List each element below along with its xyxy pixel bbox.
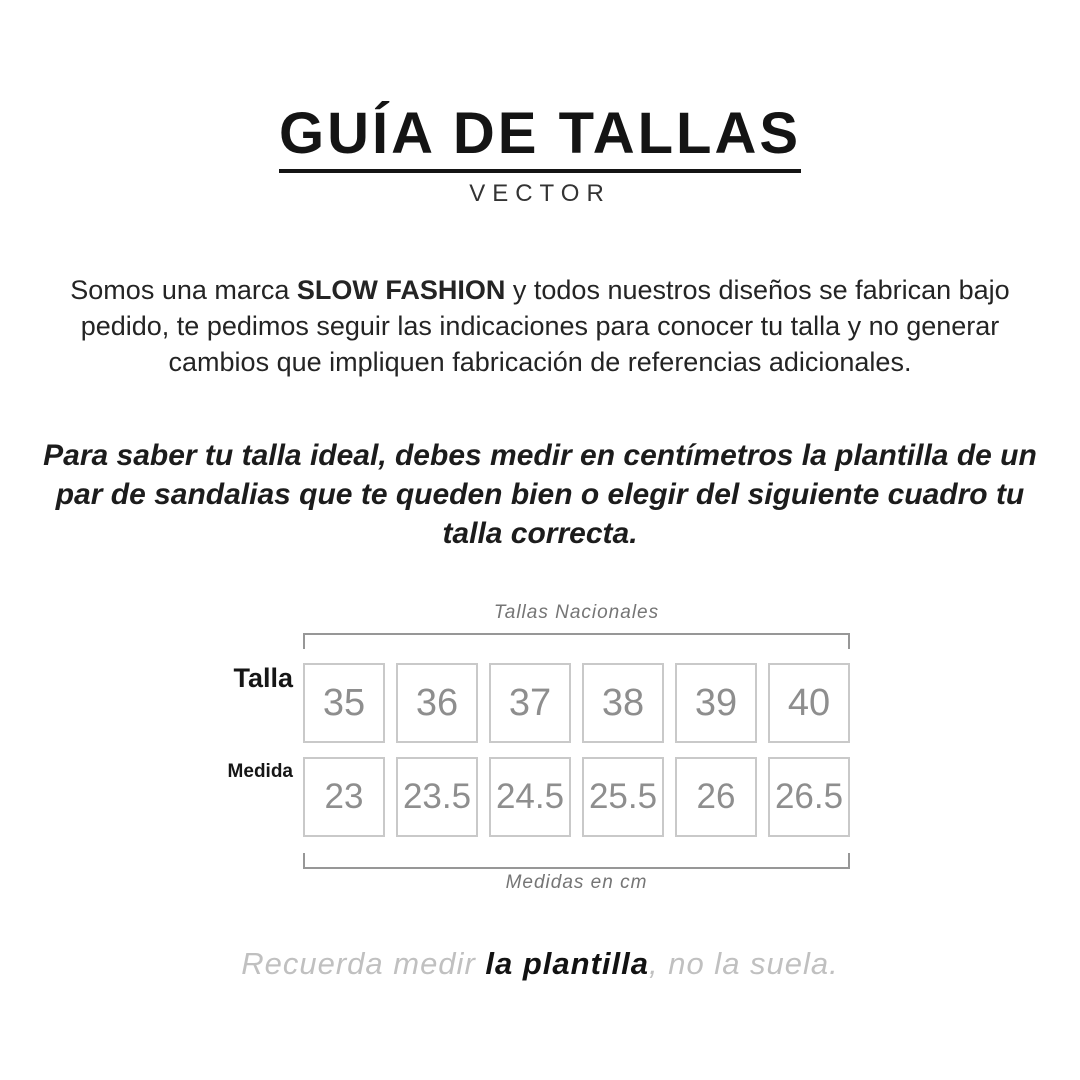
row-label-medida: Medida [227, 761, 293, 782]
page-subtitle: VECTOR [469, 179, 611, 207]
row-label-talla: Talla [233, 663, 293, 693]
talla-row [303, 663, 850, 743]
bottom-bracket [303, 853, 850, 869]
instructions-paragraph: Para saber tu talla ideal, debes medir en centímetros la plantilla de un par de sandalias que te queden bien o elegir del siguiente cuadro tu talla correcta. [43, 439, 1037, 550]
page-title: GUÍA DE TALLAS [279, 104, 801, 173]
slow-fashion-highlight: SLOW FASHION [296, 275, 506, 305]
intro-text-end: y todos nuestros diseños se fabrican bajo pedido, te pedimos seguir las indicaciones para conocer tu talla y no generar cambios que impliquen fabricación de referencias adicionales. [80, 275, 1010, 377]
size-cell: 39 [675, 663, 757, 743]
size-cell: 40 [768, 663, 850, 743]
size-table [0, 600, 1080, 910]
measure-cell: 23 [303, 757, 385, 837]
measure-cell: 26.5 [768, 757, 850, 837]
plantilla-highlight: la plantilla [485, 946, 649, 981]
table-bottom-caption: Medidas en cm [505, 872, 648, 893]
intro-text-start: Somos una marca [70, 275, 297, 305]
measure-cell: 26 [675, 757, 757, 837]
measure-cell: 24.5 [489, 757, 571, 837]
intro-paragraph [40, 272, 1040, 380]
size-cell: 37 [489, 663, 571, 743]
size-guide-header [0, 101, 1080, 208]
footer-note [0, 946, 1080, 982]
footer-text-end: , no la suela. [648, 946, 839, 981]
measure-cell: 23.5 [396, 757, 478, 837]
table-top-caption: Tallas Nacionales [493, 602, 660, 623]
size-cell: 36 [396, 663, 478, 743]
measure-cell: 25.5 [582, 757, 664, 837]
top-bracket [303, 633, 850, 649]
size-cell: 38 [582, 663, 664, 743]
footer-text-start: Recuerda medir [241, 946, 486, 981]
size-cell: 35 [303, 663, 385, 743]
medida-row [303, 757, 850, 837]
